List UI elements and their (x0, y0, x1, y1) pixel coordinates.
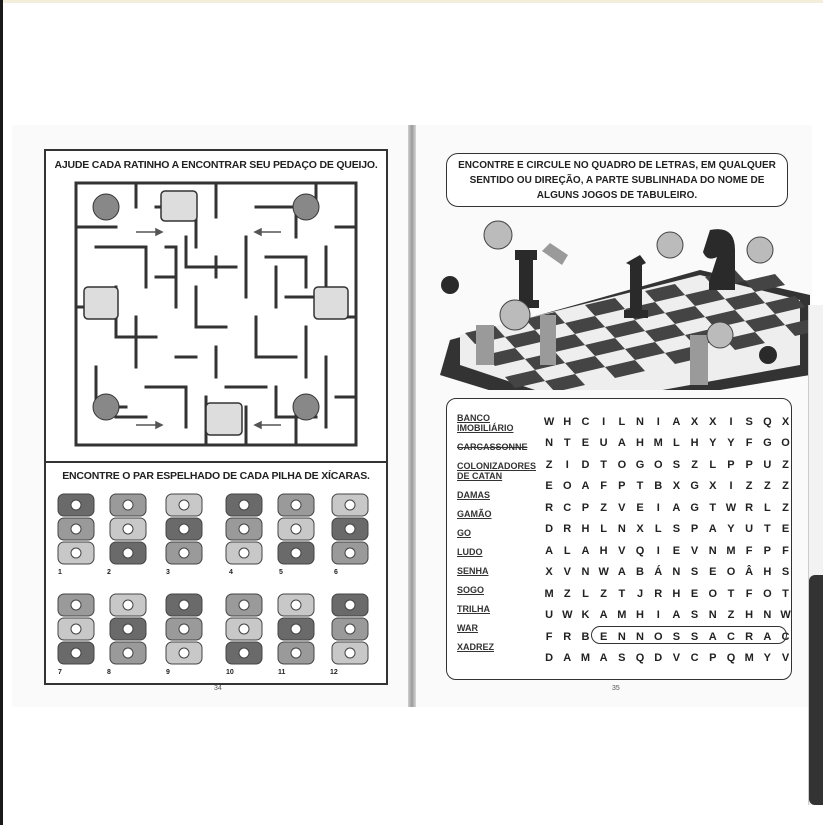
word-item: BANCO IMOBILIÁRIO (457, 413, 514, 433)
grid-letter: W (562, 609, 573, 622)
grid-letter: C (690, 652, 699, 665)
page-number-left: 34 (214, 685, 222, 692)
grid-letter: T (618, 587, 626, 600)
grid-letter: T (727, 587, 735, 600)
grid-letter: O (763, 587, 772, 600)
open-book (12, 125, 812, 707)
grid-letter: V (563, 566, 571, 579)
flower-icon (179, 648, 189, 658)
grid-letter: V (618, 501, 626, 514)
child-icon (484, 221, 512, 249)
flower-icon (71, 648, 81, 658)
word-item: XADREZ (457, 642, 495, 652)
grid-letter: T (763, 523, 771, 536)
grid-letter: T (563, 437, 571, 450)
grid-letter: O (563, 480, 572, 493)
maze (56, 177, 376, 457)
grid-letter: G (763, 437, 772, 450)
grid-letter: V (618, 544, 626, 557)
flower-icon (345, 548, 355, 558)
grid-letter: M (744, 652, 754, 665)
word-item: GAMÃO (457, 509, 492, 519)
grid-letter: I (656, 544, 660, 557)
grid-letter: A (581, 544, 590, 557)
grid-letter: S (672, 523, 681, 536)
flower-icon (345, 500, 355, 510)
grid-letter: A (617, 566, 626, 579)
grid-letter: P (727, 458, 735, 471)
grid-letter: Z (600, 501, 608, 514)
found-word-circle (591, 626, 787, 644)
grid-letter: C (563, 501, 572, 514)
grid-row (540, 433, 795, 455)
pawn-icon (441, 276, 459, 294)
grid-letter: Z (600, 587, 608, 600)
mouse-icon (93, 194, 119, 220)
grid-letter: A (763, 630, 772, 643)
grid-row (540, 540, 795, 562)
grid-letter: Q (726, 652, 736, 665)
grid-letter: N (636, 630, 644, 643)
grid-letter: S (745, 415, 753, 428)
grid-letter: R (654, 587, 663, 600)
grid-letter: F (745, 587, 753, 600)
grid-letter: A (708, 630, 717, 643)
child-icon (500, 300, 530, 330)
grid-letter: X (636, 523, 644, 536)
flower-icon (123, 524, 133, 534)
grid-letter: Y (727, 437, 735, 450)
grid-row (540, 519, 795, 541)
grid-letter: S (672, 630, 681, 643)
cup-number: 4 (229, 569, 233, 576)
grid-letter: A (708, 523, 717, 536)
flower-icon (179, 600, 189, 610)
grid-letter: L (709, 458, 717, 471)
child-icon (657, 232, 683, 258)
grid-letter: O (617, 458, 627, 471)
chess-illustration (420, 215, 810, 390)
grid-letter: V (781, 652, 790, 665)
word-search-box (446, 398, 792, 680)
grid-letter: D (545, 652, 554, 665)
flower-icon (239, 548, 249, 558)
grid-letter: T (782, 587, 789, 600)
grid-letter: A (672, 501, 681, 514)
grid-letter: R (545, 501, 554, 514)
cup-number: 3 (166, 569, 170, 576)
flower-icon (291, 624, 301, 634)
grid-letter: E (599, 630, 608, 643)
grid-letter: I (565, 458, 569, 471)
grid-letter: Y (763, 652, 772, 665)
grid-letter: Q (763, 415, 772, 428)
grid-letter: D (654, 652, 663, 665)
flower-icon (179, 500, 189, 510)
flower-icon (179, 624, 189, 634)
pawn-icon (759, 346, 777, 364)
grid-letter: F (545, 630, 553, 643)
grid-letter: N (617, 630, 626, 643)
grid-letter: C (781, 630, 790, 643)
grid-letter: W (543, 415, 555, 428)
grid-letter: Z (782, 501, 789, 514)
grid-letter: G (635, 458, 645, 471)
mouse-icon (293, 194, 319, 220)
word-item: COLONIZADORES DE CATAN (457, 461, 537, 481)
grid-letter: H (563, 415, 572, 428)
flower-icon (345, 648, 355, 658)
maze-frame (44, 149, 388, 465)
grid-letter: N (581, 566, 590, 579)
grid-letter: D (581, 458, 590, 471)
cup-number: 9 (166, 669, 170, 676)
grid-letter: N (617, 523, 626, 536)
grid-letter: Z (763, 480, 771, 493)
top-edge (0, 0, 823, 3)
grid-letter: L (763, 501, 771, 514)
grid-letter: X (781, 415, 790, 428)
grid-letter: Z (745, 480, 753, 493)
word-item: DAMAS (457, 490, 490, 500)
child-icon (707, 322, 733, 348)
grid-letter: P (745, 458, 753, 471)
grid-letter: P (618, 480, 626, 493)
grid-letter: A (617, 437, 626, 450)
grid-letter: P (581, 501, 590, 514)
grid-letter: H (636, 609, 644, 622)
grid-letter: C (581, 415, 590, 428)
grid-letter: L (582, 587, 589, 600)
mouse-icon (93, 394, 119, 420)
grid-letter: O (781, 437, 790, 450)
flower-icon (345, 524, 355, 534)
grid-letter: F (782, 544, 789, 557)
flower-icon (345, 600, 355, 610)
grid-letter: X (690, 415, 699, 428)
word-item: LUDO (457, 547, 483, 557)
grid-row (540, 497, 795, 519)
grid-letter: I (656, 415, 660, 428)
grid-letter: M (580, 652, 591, 665)
grid-letter: E (636, 501, 644, 514)
grid-letter: T (600, 458, 608, 471)
word-item: SENHA (457, 566, 489, 576)
grid-letter: S (690, 609, 699, 622)
grid-letter: U (745, 523, 754, 536)
grid-letter: E (672, 544, 681, 557)
grid-letter: E (709, 566, 717, 579)
grid-letter: Á (654, 566, 663, 579)
grid-letter: V (672, 652, 681, 665)
grid-letter: C (726, 630, 735, 643)
grid-row (540, 454, 795, 476)
grid-letter: S (672, 458, 681, 471)
grid-letter: Z (782, 458, 789, 471)
grid-letter: S (618, 652, 626, 665)
cup-number: 5 (279, 569, 283, 576)
grid-letter: Z (545, 458, 553, 471)
word-search-instruction: ENCONTRE E CIRCULE NO QUADRO DE LETRAS, EM QUALQUER SENTIDO OU DIREÇÃO, A PARTE SUBLINHADA DO NOME DE ALGUNS JOGOS DE TABULEIRO. (446, 153, 788, 207)
grid-letter: G (690, 480, 699, 493)
flower-icon (239, 524, 249, 534)
grid-letter: H (690, 437, 699, 450)
cup-number: 2 (107, 569, 111, 576)
cheese-icon (84, 287, 118, 319)
cup-number: 6 (334, 569, 338, 576)
grid-letter: P (690, 523, 699, 536)
flower-icon (123, 548, 133, 558)
grid-letter: N (708, 609, 717, 622)
grid-letter: I (729, 415, 733, 428)
grid-letter: Q (635, 544, 645, 557)
grid-letter: F (600, 480, 608, 493)
grid-letter: H (599, 544, 608, 557)
grid-letter: R (745, 501, 754, 514)
word-item: CARCASSONNE (457, 442, 528, 452)
grid-letter: R (563, 630, 572, 643)
grid-letter: Y (727, 523, 735, 536)
left-edge-bar (0, 0, 3, 825)
page-number-right: 35 (612, 685, 620, 692)
flower-icon (179, 524, 189, 534)
grid-letter: O (653, 630, 663, 643)
grid-letter: H (581, 523, 590, 536)
grid-letter: X (545, 566, 553, 579)
grid-letter: U (599, 437, 608, 450)
grid-letter: N (636, 415, 644, 428)
grid-row (540, 562, 795, 584)
grid-letter: L (654, 523, 662, 536)
grid-letter: B (654, 480, 663, 493)
grid-letter: M (617, 609, 627, 622)
flower-icon (179, 548, 189, 558)
flower-icon (123, 600, 133, 610)
pawn-icon (476, 325, 494, 365)
book-spine (408, 125, 416, 707)
grid-row (540, 411, 795, 433)
grid-letter: O (726, 566, 736, 579)
grid-letter: N (545, 437, 554, 450)
cup-number: 8 (107, 669, 111, 676)
grid-letter: L (563, 544, 571, 557)
cups-illustration (46, 488, 386, 678)
grid-letter: D (545, 523, 554, 536)
grid-letter: R (563, 523, 572, 536)
grid-letter: G (690, 501, 699, 514)
grid-letter: I (656, 501, 660, 514)
grid-letter: T (709, 501, 717, 514)
grid-letter: I (602, 415, 606, 428)
left-page (12, 125, 408, 707)
grid-letter: M (544, 587, 554, 600)
grid-letter: F (745, 544, 753, 557)
flower-icon (239, 500, 249, 510)
word-item: WAR (457, 623, 478, 633)
cup-number: 10 (226, 669, 234, 676)
grid-letter: P (763, 544, 772, 557)
grid-letter: I (656, 609, 660, 622)
grid-letter: Y (709, 437, 717, 450)
grid-letter: N (672, 566, 681, 579)
grid-letter: Z (782, 480, 789, 493)
grid-letter: I (729, 480, 733, 493)
mouse-icon (293, 394, 319, 420)
grid-letter: W (598, 566, 609, 579)
grid-letter: E (581, 437, 590, 450)
grid-letter: E (781, 523, 790, 536)
grid-letter: B (581, 630, 590, 643)
grid-letter: J (636, 587, 644, 600)
grid-letter: H (745, 609, 754, 622)
bishop-icon (542, 243, 568, 265)
grid-letter: A (599, 609, 608, 622)
cheese-icon (314, 287, 348, 319)
grid-letter: S (781, 566, 790, 579)
grid-letter: Z (727, 609, 735, 622)
flower-icon (123, 624, 133, 634)
grid-letter: Â (745, 566, 754, 579)
flower-icon (345, 624, 355, 634)
grid-letter: A (581, 480, 590, 493)
word-item: SOGO (457, 585, 485, 595)
grid-letter: O (653, 458, 663, 471)
grid-letter: X (709, 415, 717, 428)
word-item: GO (457, 528, 472, 538)
grid-letter: N (708, 544, 717, 557)
word-item: TRILHA (457, 604, 490, 614)
flower-icon (71, 600, 81, 610)
grid-letter: K (581, 609, 590, 622)
grid-letter: F (745, 437, 753, 450)
side-panel-edge (808, 305, 823, 805)
grid-letter: H (672, 587, 681, 600)
grid-letter: X (672, 480, 681, 493)
flower-icon (123, 500, 133, 510)
maze-title: AJUDE CADA RATINHO A ENCONTRAR SEU PEDAÇO DE QUEIJO. (54, 159, 378, 171)
flower-icon (291, 500, 301, 510)
flower-icon (291, 548, 301, 558)
grid-letter: Z (691, 458, 698, 471)
flower-icon (71, 624, 81, 634)
flower-icon (291, 524, 301, 534)
grid-letter: W (780, 609, 791, 622)
bishop-icon (690, 335, 708, 385)
grid-letter: A (599, 652, 608, 665)
rook-icon (513, 250, 539, 308)
flower-icon (239, 624, 249, 634)
flower-icon (71, 548, 81, 558)
grid-letter: S (690, 630, 699, 643)
grid-letter: Z (563, 587, 571, 600)
grid-letter: B (636, 566, 644, 579)
grid-letter: M (653, 437, 663, 450)
grid-letter: R (745, 630, 754, 643)
grid-letter: A (672, 609, 681, 622)
cheese-icon (161, 191, 197, 221)
grid-row (540, 583, 795, 605)
grid-letter: H (763, 566, 772, 579)
bishop-icon (540, 315, 556, 365)
grid-letter: A (563, 652, 572, 665)
cup-number: 11 (278, 669, 286, 676)
grid-letter: V (690, 544, 699, 557)
grid-letter: L (673, 437, 680, 450)
cups-frame (44, 461, 388, 685)
grid-letter: O (708, 587, 718, 600)
flower-icon (71, 524, 81, 534)
flower-icon (291, 600, 301, 610)
grid-letter: M (726, 544, 736, 557)
grid-letter: N (763, 609, 772, 622)
grid-letter: W (725, 501, 737, 514)
grid-letter: Q (635, 652, 645, 665)
grid-letter: A (545, 544, 554, 557)
word-list (457, 413, 537, 661)
cup-number: 1 (58, 569, 62, 576)
cheese-icon (206, 403, 242, 435)
grid-letter: E (690, 587, 699, 600)
grid-letter: U (763, 458, 772, 471)
cup-number: 7 (58, 669, 62, 676)
flower-icon (291, 648, 301, 658)
flower-icon (239, 648, 249, 658)
cup-number: 12 (330, 669, 338, 676)
grid-row (540, 648, 795, 670)
cups-title: ENCONTRE O PAR ESPELHADO DE CADA PILHA DE XÍCARAS. (62, 470, 370, 482)
child-icon (747, 237, 773, 263)
flower-icon (71, 500, 81, 510)
right-page (416, 125, 812, 707)
grid-row (540, 605, 795, 627)
grid-letter: P (709, 652, 717, 665)
grid-letter: A (672, 415, 681, 428)
grid-letter: E (545, 480, 553, 493)
grid-row (540, 476, 795, 498)
flower-icon (123, 648, 133, 658)
grid-letter: S (690, 566, 699, 579)
grid-letter: L (600, 523, 608, 536)
grid-letter: L (618, 415, 626, 428)
grid-letter: T (636, 480, 644, 493)
grid-letter: U (545, 609, 554, 622)
flower-icon (239, 600, 249, 610)
grid-letter: H (636, 437, 644, 450)
grid-letter: X (709, 480, 717, 493)
